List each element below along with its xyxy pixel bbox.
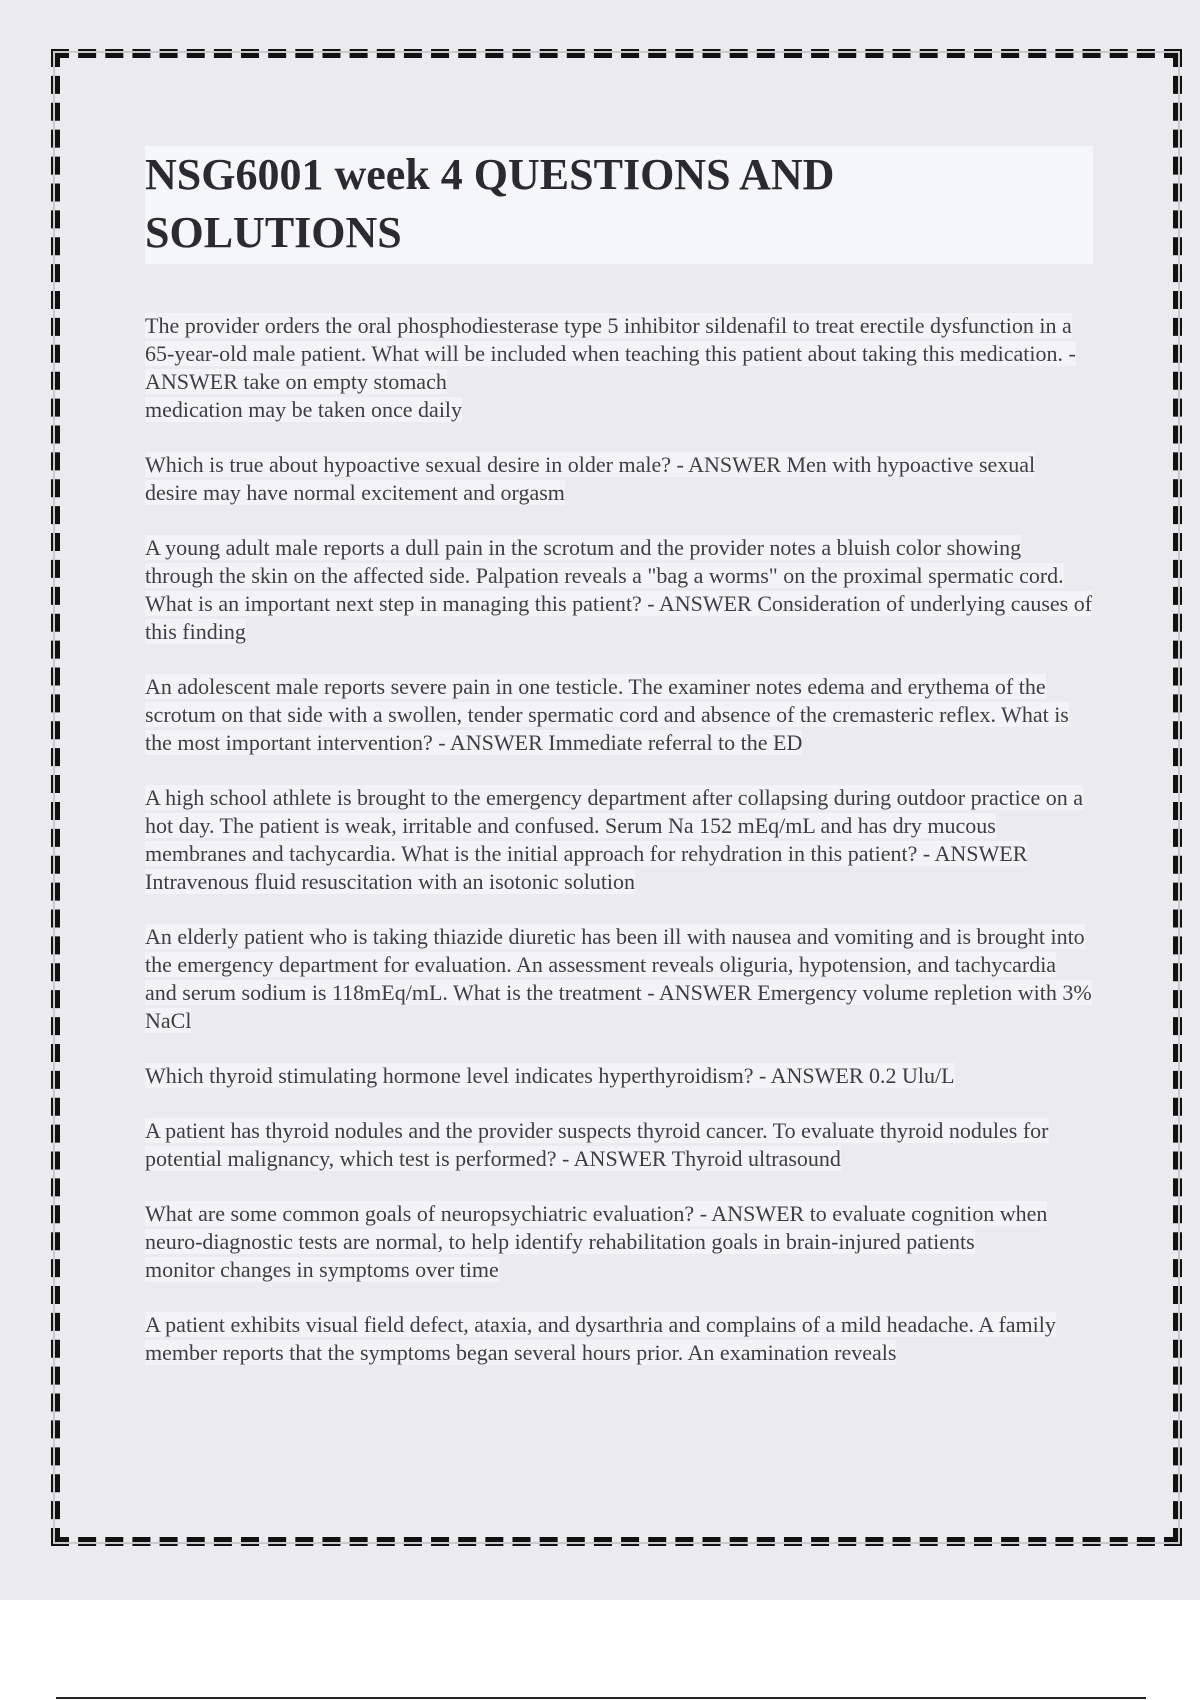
qa-item-6 xyxy=(145,923,1093,1035)
qa-text: A patient exhibits visual field defect, ataxia, and dysarthria and complains of a mild headache. A family member reports that the symptoms began several hours prior. An examination reveals xyxy=(145,1312,1056,1365)
qa-item-10 xyxy=(145,1311,1093,1367)
qa-text: Which is true about hypoactive sexual desire in older male? - ANSWER Men with hypoactive sexual desire may have normal excitement and orgasm xyxy=(145,452,1036,505)
title-block xyxy=(145,146,1093,264)
qa-text: A patient has thyroid nodules and the provider suspects thyroid cancer. To evaluate thyroid nodules for potential malignancy, which test is performed? - ANSWER Thyroid ultrasound xyxy=(145,1118,1049,1171)
qa-item-3 xyxy=(145,534,1093,646)
qa-text: An elderly patient who is taking thiazide diuretic has been ill with nausea and vomiting and is brought into the emergency department for evaluation. An assessment reveals oliguria, hypotension, and tachycardia and serum sodium is 118mEq/mL. What is the treatment - ANSWER Emergency volume repletion with 3% NaCl xyxy=(145,924,1092,1033)
document-body xyxy=(145,146,1093,1394)
qa-item-8 xyxy=(145,1117,1093,1173)
document-title: NSG6001 week 4 QUESTIONS AND SOLUTIONS xyxy=(145,150,835,257)
qa-text: The provider orders the oral phosphodiesterase type 5 inhibitor sildenafil to treat erectile dysfunction in a 65-year-old male patient. What will be included when teaching this patient about taking this medication. - ANSWER take on empty stomach medication may be taken once daily xyxy=(145,313,1076,422)
qa-item-9 xyxy=(145,1200,1093,1284)
qa-text: Which thyroid stimulating hormone level indicates hyperthyroidism? - ANSWER 0.2 Ulu/L xyxy=(145,1063,955,1088)
qa-item-5 xyxy=(145,784,1093,896)
qa-text: A high school athlete is brought to the emergency department after collapsing during outdoor practice on a hot day. The patient is weak, irritable and confused. Serum Na 152 mEq/mL and has dry mucous membranes and tachycardia. What is the initial approach for rehydration in this patient? - ANSWER Intravenous fluid resuscitation with an isotonic solution xyxy=(145,785,1083,894)
qa-item-2 xyxy=(145,451,1093,507)
qa-item-7 xyxy=(145,1062,1093,1090)
qa-text: What are some common goals of neuropsychiatric evaluation? - ANSWER to evaluate cognition when neuro-diagnostic tests are normal, to help identify rehabilitation goals in brain-injured patients monitor changes in symptoms over time xyxy=(145,1201,1048,1282)
footer-rule xyxy=(56,1697,1146,1699)
qa-text: A young adult male reports a dull pain in the scrotum and the provider notes a bluish color showing through the skin on the affected side. Palpation reveals a "bag a worms" on the proximal spermatic cord. What is an important next step in managing this patient? - ANSWER Consideration of underlying causes of this finding xyxy=(145,535,1093,644)
qa-item-1 xyxy=(145,312,1093,424)
qa-text: An adolescent male reports severe pain in one testicle. The examiner notes edema and erythema of the scrotum on that side with a swollen, tender spermatic cord and absence of the cremasteric reflex. What is the most important intervention? - ANSWER Immediate referral to the ED xyxy=(145,674,1069,755)
qa-item-4 xyxy=(145,673,1093,757)
